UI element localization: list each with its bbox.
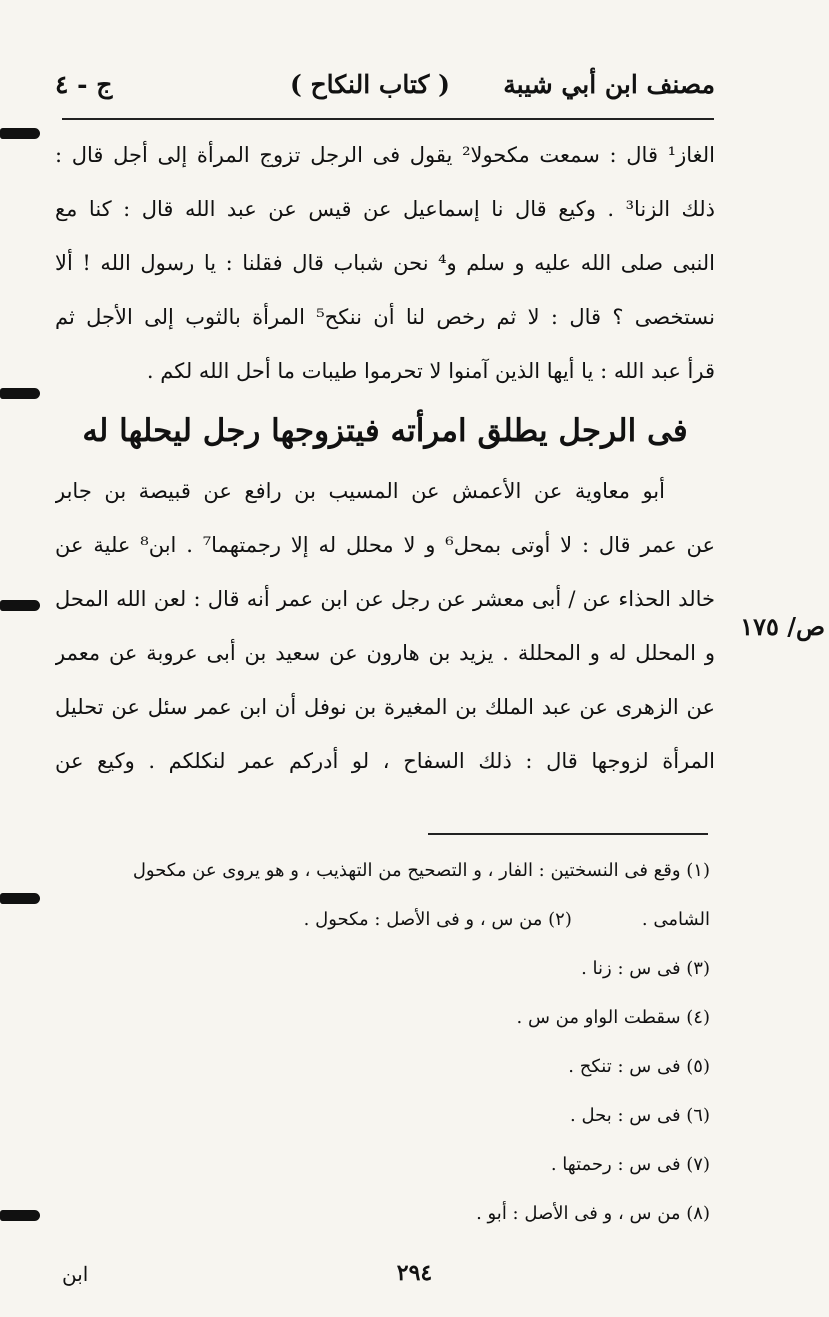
footnote: (٢) من س ، و فى الأصل : مكحول . bbox=[303, 909, 572, 930]
book-title: مصنف ابن أبي شيبة bbox=[503, 70, 715, 99]
text-line: خالد الحذاء عن / أبى معشر عن رجل عن ابن عمر أنه قال : لعن الله المحل bbox=[55, 587, 715, 611]
text-line: عن الزهرى عن عبد الملك بن المغيرة بن نوفل أن ابن عمر سئل عن تحليل bbox=[55, 695, 715, 719]
footnotes bbox=[45, 846, 710, 1238]
footnote: (٥) فى س : تنكح . bbox=[568, 1056, 710, 1077]
footnote: (٧) فى س : رحمتها . bbox=[550, 1154, 710, 1175]
footnote: (٨) من س ، و فى الأصل : أبو . bbox=[476, 1203, 710, 1224]
footnote: (٣) فى س : زنا . bbox=[581, 958, 710, 979]
text-line: الغاز¹ قال : سمعت مكحولا² يقول فى الرجل تزوج المرأة إلى أجل قال : bbox=[55, 143, 715, 167]
footnote: (٤) سقطت الواو من س . bbox=[516, 1007, 710, 1028]
footnote-continuation: الشامى . bbox=[641, 909, 710, 930]
volume-label: ج - ٤ bbox=[55, 70, 113, 99]
running-header bbox=[55, 70, 715, 114]
binding-mark bbox=[0, 600, 40, 611]
footnote: (١) وقع فى النسختين : الفار ، و التصحيح من التهذيب ، و هو يروى عن مكحول bbox=[132, 860, 710, 881]
page-number: ٢٩٤ bbox=[396, 1260, 433, 1286]
binding-mark bbox=[0, 893, 40, 904]
header-rule bbox=[62, 118, 714, 120]
text-line: المرأة لزوجها قال : ذلك السفاح ، لو أدركم عمر لنكلكم . وكيع عن bbox=[55, 749, 715, 773]
binding-mark bbox=[0, 1210, 40, 1221]
footnote: (٦) فى س : بحل . bbox=[570, 1105, 710, 1126]
text-line: أبو معاوية عن الأعمش عن المسيب بن رافع عن قبيصة بن جابر bbox=[55, 479, 665, 503]
text-line: عن عمر قال : لا أوتى بمحل⁶ و لا محلل له إلا رجمتهما⁷ . ابن⁸ علية عن bbox=[55, 533, 715, 557]
text-line: نستخصى ؟ قال : لا ثم رخص لنا أن ننكح⁵ المرأة بالثوب إلى الأجل ثم bbox=[55, 305, 715, 329]
text-line: ذلك الزنا³ . وكيع قال نا إسماعيل عن قيس عن عبد الله قال : كنا مع bbox=[55, 197, 715, 221]
text-line: قرأ عبد الله : يا أيها الذين آمنوا لا تحرموا طيبات ما أحل الله لكم . bbox=[146, 359, 715, 383]
text-line: النبى صلى الله عليه و سلم و⁴ نحن شباب قال فقلنا : يا رسول الله ! ألا bbox=[55, 251, 715, 275]
binding-mark bbox=[0, 388, 40, 399]
margin-page-reference: ص/ ١٧٥ bbox=[740, 612, 825, 641]
text-line: و المحلل له و المحللة . يزيد بن هارون عن سعيد بن أبى عروبة عن معمر bbox=[55, 641, 715, 665]
footnote-rule bbox=[428, 833, 708, 835]
catchword: ابن bbox=[62, 1262, 89, 1286]
main-text bbox=[55, 128, 715, 788]
section-title: ( كتاب النكاح ) bbox=[289, 70, 450, 99]
binding-mark bbox=[0, 128, 40, 139]
chapter-heading: فى الرجل يطلق امرأته فيتزوجها رجل ليحلها له bbox=[82, 413, 688, 449]
footnote-line bbox=[45, 895, 710, 944]
